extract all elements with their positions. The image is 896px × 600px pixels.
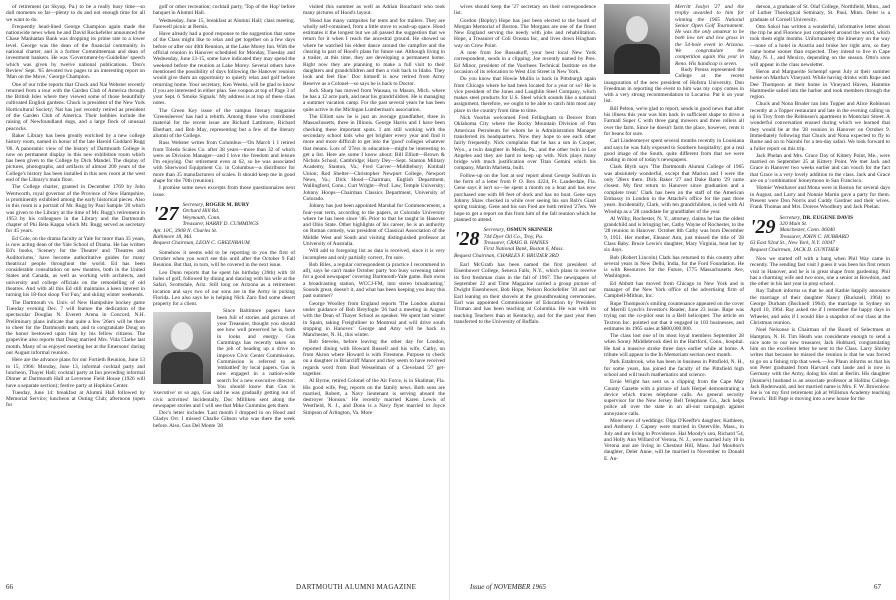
paragraph: The Green Key issue of the campus literary magazine 'Greensleeves' has had a rebirth. Among those who contributed material for the recent issue are Richard Lattimore, Richard Eberhart, and Bob May, representing but a few of the literary alumni of the College. — [153, 107, 295, 139]
class-year: '28 — [454, 228, 480, 251]
secretary-name: OSMUN SKINNER — [506, 227, 553, 234]
bequest-chairman: Bequest Chairman, LEON C. GREENBAUM — [153, 240, 250, 247]
paragraph: The Elliott saw he is just an average grandfather, three in Massachusetts, three in Illinois. George Harris and I have been checking these important spots. I am still working with the secondary school kids who get brighter every year and find it more and more difficult to get into the 'good' colleges whatever that means. Lots of '27ers in education—might be interesting to get a list. Here are some I know about: Bill Elliott—Brown & Nichols School, Cambridge; Harry Dey—Sept. Stanton Military Academy, Stanton, Va.; Fred Carver—Middlebury; Kimball Union; Rod Shelter—Christopher Newport College, Newport News, Va.; Dick Hood—Chairman, English Department, Wallingford, Conn.; Curt Wright—Prof. Law, Temple University; Johnny Hoops—Chairman Classics Department, University of Colorado. — [303, 114, 445, 202]
paragraph: Bob Biles, a regular correspondent (a practice I recommend to all), says he can't make October party 'too busy screening talent for a good newspaper' covering Dartmouth-Yale game. Bob owns a broadcasting station, WCCJ-FM, into stereo broadcasting.' Sounds great, doesn't it, and what has been keeping you busy this past summer? — [303, 261, 445, 300]
bequest-chairman: Bequest Chairman, CHARLES F. BRUDER 3RD — [454, 252, 559, 259]
paragraph: Ed Abbott has moved from Chicago to New York and is manager of the New York office of the advertising firm of Campbell-Mithun, Inc. — [604, 280, 744, 300]
paragraph: golf or other recreation; cocktail party, 'Top of the Hop' before banquet in Alumni Hall. — [153, 4, 295, 17]
treasurer-line: Treasurer, CRAIG B. HAINES — [483, 239, 549, 246]
paragraph: Ed Cole, on the drama faculty at Yale for more than 35 years, is now acting dean of the Yale School of Drama. He has written Ed's books, 'Scenery for the Theatre' and 'Theatres and Auditoriums,' have become authoritative guides for many theatrical people throughout the world. Ed has been considerable consultation on new theatres, both in the United States and Canada, as well as working with architects, and university and college officials on the remodelling of old theatres. And with all this Ed still maintains a keen interest in turning his 18-foot sloop 'For Fun,' and skiing winter weekends. — [6, 235, 145, 299]
secretary-name: ROGER M. BURY — [205, 201, 250, 208]
paragraph: Bill Pelton, we're glad to report, sends in good news that after his illness this year was him back in sufficient shape to drive a Farmall Super C with three gang mowers and three rollers all over the farm. Since he doesn't farm the place, however, rents it for beans for sure. — [604, 105, 744, 137]
paragraph: One of our tribe reports that Chuck and Nat Webster recently returned from a tour with the Garden Club of America through the British Isles where they viewed some of those beautifully cultivated English gardens. Chuck is president of the New York Horticultural Society; Nat has just recently retired as president of the Garden Club of America. Their hobbies include the raising of Newfoundland dogs, and a large flock of unusual peacocks. — [6, 81, 145, 132]
paragraph: Rupe Thompson's smiling countenance appeared on the cover of Merrill Lynch's Investor's Reader, June 23 issue. Rupe was trying out the co-pilot seat in a Bell helicopter. The article on Textron Inc. pointed out that it engaged in 103 businesses, and estimates its 1965 sales at $800,000,000. — [604, 300, 744, 332]
paragraph: Since Baltimore papers have been full of stories and pictures of your Treasurer, thought you should see how well preserved he is, both in looks and energy. Gus Cummings has recently taken on the job of heading up a drive to improve Civic Center Commission. Commission is referred to as 'embattled' by local papers. Gus is now engaged in a nation-wide search for a new executive director. You should know that Gus is 'executive' or so ago, Gus said he was gradually getting out of civic activities! Incidentally, Doc Milliken sent along the newspaper stories and I will see that Mike Cummins gets them. — [153, 308, 295, 409]
paragraph: Do you know that Howie Mullin is back in Pittsburgh again from Chicago where he had been located for a year or so? He is vice president of the Jones and Laughlin Steel Company, which makes steel products for U.S. Steel which sounds like a national assignment, therefore, we ought to be able to catch him most any place in the country from time to time. — [454, 76, 596, 114]
paragraph: Frequently head-lined George Champion again made the nationwide news when he and David Rockefeller announced the Chase Manhattan Bank was dropping its prime rate to a lower level. George was the dean of the financial community in national charter, and is a former Committeeman and dean of investment bankers. He was 'Government-by-Guideline' speech which was given by twelve national publications. 'Don's Review' Sept. '65 devoted two pages to an interesting report on 'Man on the Move,' George Champion. — [6, 23, 145, 81]
paragraph: Jack Phelan and Mrs. Grace Day of Kittery Point, Me., were married on September 25 at Kittery Point. We met Jack and Grace in Hanover two weeks earlier and can vouch for the fact that Grace is a very lovely addition to the class. Jack and Grace are on a 'combination' honeymoon in San Francisco. — [750, 152, 890, 185]
secretary-address: 744 Dyer Oil Co., Troy, Pa. — [483, 233, 544, 240]
paragraph: Somehow it seems odd to be reporting to you the first of October when you won't see this until after the October 9 Fall Reunion. But that, in turn, will be covered in the next issue. — [153, 249, 295, 269]
paragraph: Park Estabrook, who has been in business in Pittsfield, N. H., for some years, has joined the faculty of the Pittsfield high school and will teach mathematics and science. — [604, 359, 744, 378]
paragraph: of retirement (at Skyop, Pa.) to be a really busy time—so dull moments so far—plenty to do and not enough time for all we want to do. — [6, 4, 145, 23]
paragraph: Tuesday, June 14: breakfast at Alumni Hall followed by Memorial Service; luncheon at Outing Club; afternoon (open for — [6, 389, 145, 409]
paragraph: Nick Voorhis welcomed Fred Fellingham to Denver from Oklahoma City where the Rocky Mountain Division of Pan American Petroleum for whom he is Administration Manager transferred its headquarters. Now they hope to see each other fairly frequently. Nick complains that he has a son in Cooper, Wyo., a twin daughter in Media, Pa., and the other twin in Los Angeles and they are hard to keep up with. Nick plays many bridge with much justification over Titan Gemini which his company, Martin Marietta, built. — [454, 115, 596, 172]
photo-face — [626, 16, 648, 42]
right-page-number: 67 — [874, 583, 881, 591]
paragraph: Wednesday, June 15, breakfast at Alumni Hall; class meeting. Farewell picnic at Bemis. — [153, 17, 295, 30]
paragraph: Earl McGrath has been named the first president of Eisenhower College, Seneca Falls, N.Y., which plans to receive its first freshman class in the fall of 1967. The newspapers of September 22 and Time Magazine carried a group picture of Dwight Eisenhower, Bob Hope, Nelson Rockefeller '30 and our Earl leaning on their shovels at the groundbreaking ceremonies. Earl was appointed Commissioner of Education by President Truman and has been teaching at Columbia. He was with its teaching Teachers than at Kentucky, and for the past year then transferred to the University of Buffalo. — [454, 262, 596, 325]
paragraph: Heron and Marguerite Schempf spent July at their summer home on Martha's Vineyard. While having drinks with Rupe and Dee Thompson at their home in Vineyard Haven, Hammie Hammeslie sailed into the harbor and took members through the region. — [750, 68, 890, 101]
paragraph: Noel Nelsonse is Chairman of the Board of Selectmen at Hampton, N. H. Tim Heath was considerate enough to send a nice note to our new treasurer, Jack Hubbard, congratulating him on the excellent letter he sent to the Class. Larry Shirley writes that because he missed the reunion is that he was forced to go on a fishing trip that week.—Jos Plaun informs us that his son Peter graduated from Harvard cum laude and is now in Germany with the Army, doing his stint at Berlin. His daughter (Jeanne's) husband is an associate professor at Hollins College. Jack Rodenwald, and her married name is Mrs. F. W. Brownlow. Joe is 'on my first retirement job at Williston Academy teaching French.' Bill Page is moving into a new house for the — [750, 327, 890, 403]
page-gutter — [449, 0, 450, 600]
paragraph: More news of weddings: Olga O'Keeffe's daughter, Kathleen, and Anthony J. Capsey were married in Osterville, Mass., in July and are living in Providence. Hal Moody's son, Richard '54, and Holly Ann Willard of Verona, N. J., were married July 10 in Verona and are living in Chestnut Hill, Mass. Jud Moulton's daughter, Deler Anne, will be married in November to Donald E. An- — [604, 418, 744, 462]
secretary-label: Secretary, — [182, 201, 205, 208]
paragraph: A note from Joe Russakoff, your best local New York correspondent, sends in a clipping. Joe recently named by Pres. Ed Minor, president of the Voorhees Technical Institute on the occasion of its relocation to West 41st Street in New York. — [454, 50, 596, 75]
secretary-name: DR. EUGENE DAVIS — [802, 214, 854, 221]
paragraph: Carl Lindenmeyer spent several months recently in Louisiana and says he was fully exposed to Southern hospitality; got a real good image of the South, quite different from that we were reading in most of today's newspapers. — [604, 138, 744, 164]
paragraph: Now we started off with a bang when Phil Way came in recently. The sending fast visit I guess it was been his first return visit in Hanover, and he is in great shape from gardening. Phil has a charming wife and two sons, one a senior at Bowdoin, and the other in his last year in prep school. — [750, 255, 890, 288]
secretary-address: 320 Main St. — [779, 220, 808, 227]
class-header-1929 — [750, 215, 890, 253]
treasurer-line: Treasurer, HARRY D. CUMMINGS — [182, 221, 259, 228]
column-3 — [303, 4, 445, 578]
paragraph: The College charter, granted in December 1769 by John Wentworth, royal governor of the Province of New Hampshire, is prominently exhibited among the early historical pieces. Also in this room is a portrait of Mr. Rugg by Paul Sample '20 which was given to the Library at the time of Mr. Rugg's retirement in 1953 by his colleagues in the Library and the Dartmouth chapter of Phi Beta Kappa which Mr. Rugg served as secretary for 45 years. — [6, 184, 145, 235]
magazine-title: DARTMOUTH ALUMNI MAGAZINE — [296, 583, 417, 591]
issue-date: Issue of NOVEMBER 1965 — [470, 583, 547, 591]
paragraph: Ray Talbott informs us that he and Kathie happily announce the marriage of their daughter Nancy (Bucknell, 1964) to George Durham (Bucknell 1964), the marriage in Sydney on April 10, 1964. Ray asked me if I remember the happy days in Wheeler, and asks if I would like a snapshot of our class at the Christmas reunion. — [750, 288, 890, 326]
secretary-city: Manchester, Conn. 06040 — [779, 227, 835, 234]
secretary-label: Secretary, — [483, 227, 506, 234]
paragraph: derson, a graduate of St. Olaf College, Northfield, Minn., and of Luther Theological Seminary, St. Paul, Minn. Deler is a graduate of Cornell University. — [750, 4, 890, 23]
treasurer-city: Baltimore 18, Md. — [153, 233, 193, 240]
paragraph: Baker Library has been greatly enriched by a new college history room, named in honor of the late Harold Goddard Rugg '06. A panoramic view of the history of Dartmouth College is now on permanent display in this new exhibition room which has been given to the College by Dick Mandel. The display of pictures, photographs, and artifacts of almost 200 years of the College's history has been installed in this new room at the west end of the Library's main floor. — [6, 132, 145, 184]
paragraph: Rudy Preuss represented the College at the recent inauguration of the new president of Hofstra University. Don Freedman in reporting the event to him was my copy comes in with a very strong recommendation to Locarno. Put it on your list. — [604, 66, 744, 105]
paragraph: Doc's letter includes 'Last month I dropped in on Hood and Gladys Orr. I missed Charlie Gibson who was there the week before. Also, Gus Del Monte '28 — [153, 410, 295, 429]
paragraph: Will add to foregoing list as data is received, since it is very incomplete and only partially correct, I'm sure. — [303, 248, 445, 261]
secretary-city: Weymouth, Conn. — [182, 214, 221, 221]
class-header-1927 — [153, 202, 295, 247]
paragraph: Follow-up on the 'lost at sea' report about George Sullivan in the form of a letter from P. O. Box 4224, Ft. Lauderdale, Fla. Gene says it isn't so—he spent a month on a boat and has now purchased one with 80 feet of dock and has no boat. Gene says Johnny Shaw checked in while over seeing his son Bob's Giant spring training. Gene and his son Fred are both retired '27ers. We hope to get a report on this from him of the fall reunion which he planned to attend. — [454, 172, 596, 223]
paragraph: The Dartmouth vs. Univ. of New Hampshire hockey game Tuesday evening Dec. 7 will feature the dedication of the spectacular Douglas N. Everett Arena in Concord, N.H. Preliminary plans indicate that quite a few '26ers will be there to cheer for the Dartmouth team, and to congratulate Doug on the honor bestowed upon him by his fellow citizens. The grapevine also reports that Doug married Mrs. Vida Clarke last month. Many of us enjoyed meeting her at the Emersons' during our August informal reunion. — [6, 299, 145, 357]
paragraph: Johnny has just been appointed Marshal for Commencement, a four-year term, according to the papers, at Colorado University where he has been since '46. Prior to that he taught in Hanover and Ohio State. Other highlights of his career, he is an authority on Roman comedy, was president of Classical Association of the Middle West and South and visiting distinguished professor at University of Australia. — [303, 203, 445, 247]
left-page-number: 66 — [6, 583, 13, 591]
paragraph: Al Byrne, retired Colonel of the Air Force, is in Shalimar, Fla. His good wife, Peg, reports on the family news. Both sons are married, Robert, a Navy lieutenant is serving aboard the destroyer 'Honson.' He recently married Karen Lewis of Westfield, N. J., and Donn is a Navy flyer married to Joyce Simpson of Arlington, Va. More — [303, 378, 445, 416]
trophy-photo — [604, 4, 670, 74]
paragraph: Here are the advance plans for our Fortieth Reunion, June 13 to 15, 1966: Monday, June 13, informal cocktail party and luncheon, Thayer Hall; cocktail party at Inn preceding informal Dinner at Dartmouth Hall at Leverone Field House (1926 will have a separate section); festive party at Hopkins Center. — [6, 357, 145, 389]
column-4 — [454, 4, 596, 578]
column-2 — [153, 4, 295, 578]
secretary-address: Orchard Hill Rd. — [182, 208, 220, 215]
paragraph: Chuck and Nona Bruder ran into Topper and Alice Robinson recently at a Topper restaurant and late in the evening calling us up in Troy from the Robinson's apartment in Montclair Street. A wonderful conversation ensued during which we learned that they would be at the '28 reunion in Hanover on October 9. Immediately following that Chuck and Nona expected to fly to Rome and on to Nairobi for a ten-day safari. We look forward to a fuller report on this trip. — [750, 101, 890, 152]
class-year: '29 — [750, 215, 776, 238]
paragraph: Al Wilby, Rochester, N. Y., attorney, claims he has the oldest grandchild and is bringing her, Cathy Wayne of Rochester, to the '28 reunion in Hanover. October 8th Cathy was born December 9, 1951. Her mother, Eleanor Ann, just missed the title of '28 Class Baby. Bruce Lewis's daughter, Mary Virginia, beat her by six days. — [604, 215, 744, 254]
column-6 — [750, 4, 890, 578]
paragraph: wives should keep the '27 secretary on their correspondence list. — [454, 4, 596, 17]
photo-face — [171, 322, 193, 350]
paragraph: visited this summer as well as Adrian Bouchard who took many pictures of Hood's layout. — [303, 4, 445, 17]
treasurer-address: 63 East 92nd St., New York, N.Y. 10047 — [750, 240, 835, 247]
treasurer-address: First National Bank, Boston 6, Mass. — [483, 246, 564, 253]
paragraph: Gordon (Bophy) Hope has just been elected to the board of Morgan Memorial of Boston. The Morgans are one of the finest New England serving the needy with jobs and rehabilitation. Hope, a Treasurer of Coli Oceana Inc, and lives down Hingham way on Crow Point. — [454, 17, 596, 49]
paragraph: Have already had a good response to the suggestion that some of the Class might like to relax and get together on a few days before or after our 40th Reunion, at the Lake Morey Inn. With the official reunion in Hanover scheduled for Monday, Tuesday and Wednesday, June 13-15, some have indicated they may spend the weekend before the reunion at Lake Morey. Several others have mentioned the possibility of days following the Hanover reunion would give them an opportunity to quietly relax and golf before returning home. Your secretary, Ken Weeks, will be glad to know if you are interested in either plan. See coupon at top of Page 3 of your Sept. 6 'Smoke Signals.' My address is at top of these class notes. — [153, 31, 295, 107]
photo-suit — [614, 44, 660, 74]
paragraph: Bob Stevens, before leaving the other day for London, reported dining with Howard Russell and his wife, Cathy, on from Akron where Howard is with Firestone. Purpose to check on a daughter in Briarcliff Manor and they seem to have received regards word from Bud Wesselman of a Cleveland '27 get-together. — [303, 339, 445, 377]
paragraph: George Woolley from England reports 'The London alumni under guidance of Bob Breyfogle '26 had a meeting in August with the Dean of Thayer School as speaker. We spent last winter in Spain, taking Freightliner to Montreal and will drive south stopping in Hanover.' George and Amy will be back in Manchester, N. H., this winter. — [303, 300, 445, 339]
paragraph: Clark Blyth says 'The Dartmouth Alumni College of 1965 was absolutely wonderful, except that Marion and I were the only '28ers there. Dick Baker '27 and Duke Barto '29 came closest. My first return to Hanover since graduation and a complete treat.' Clark has been on the staff of the American Embassy in London in the Attaché's office for the past three years. Incidentally, Clark, with ten grandchildren, is tied with Al Winship as a '28 candidate for grandfather of the year. — [604, 164, 744, 215]
paragraph: Otto Sokol has written a wonderful, informative letter about the trip he and Florence just completed around the world, which took them eight months. Unfortunately the itinerary on the way—none of a hotel in Austria and broke her right arm, so they came home sooner than expected. They intend to live in Cape May, N. J., and Mexico, depending on the season. Otto's sons will appear in the class newsletter. — [750, 23, 890, 68]
paragraph: Jock Sharp has moved from Wausau, to Mason, Mich. where he has a 12 acre park, and near his grandchildren. He is managing a summer vacation camp. For the past several years he has been quite active in the Michigan Lumberman's association. — [303, 87, 445, 113]
paragraph: Bob (Robert Lincoln) Clark has returned to this country after several years in New Delhi, India, for the Ford Foundation. He is with Resources for the Future, 1775 Massachusetts Ave, Washington. — [604, 254, 744, 280]
portrait-photo — [153, 312, 211, 384]
treasurer-line: Treasurer, JOHN C. HUBBARD — [779, 233, 849, 240]
class-year: '27 — [153, 202, 179, 225]
paragraph: The class lost one of its most loyal members September 28 when Sonny Middlebrook died in the Hartford, Conn., hospital. He had a massive stroke three days earlier while at home. A tribute will appear in the In Memoriam section next month. — [604, 333, 744, 359]
paragraph: 'Homie' Westhaver and Mona were in Boston for several days in August, and Larry and Nonnie Martin gave a party for them. Present were Don Norris and Cuddy Gardner and their wives. Frank Thomas and Mrs. Doreos Woodbury and Jack Phelan. — [750, 185, 890, 211]
class-header-1928 — [454, 227, 596, 259]
paragraph: 'Hood has many campsites for tents and for trailers. They are wholly self-contained, from a little stove to wash-up space. Hood estimates it the longest but we all passed the suggestion that we return for it when I reach the ancestral ground. He showed us where he watched his eldest dance around the campfire and the clearing in part of Hood's plans for future use. Although living in a trailer, at this time, they are developing a permanent home. Right now they are planning to make a full visit to their daughters and grandchildren and then a visit back to Idaho. They look and feel fine.' Doc himself is now retired from Army Reserve as a Colonel—so says he is back to Doctor. — [303, 17, 445, 87]
column-5 — [604, 4, 744, 578]
photo-caption: Merritt Joslyn '27 and the trophy awarded to him for winning the 1965 National Senior Open Golf Tournament. He was the only amateur to be both low net and low gross in the 54-hole event in Arizona. We congratulate the competition again this year in Reno. His handicap is seven. — [675, 4, 744, 67]
column-1 — [6, 4, 145, 578]
bequest-chairman: Bequest Chairman, JACK D. GUNTHER — [750, 246, 839, 253]
paragraph: I promise some news excerpts from those questionnaires next issue. — [153, 185, 295, 198]
paragraph: Leo Dunn reports that he spent his birthday (39th) with 18 holes of golf, followed by dining and dancing with his wife at the Safari, Scottsdale, Ariz. Still long on Arizona as a retirement location and says two of our sons are in the Army in picking Florida. Leo also says he is helping Nick Zaro find some desert property for a client. — [153, 269, 295, 308]
treasurer-address: Apt. 10C, 3908 N. Charles St. — [153, 227, 218, 234]
paragraph: Ernie Wright has sent us a clipping from the Cape May County Gazette with a picture of Jack Herpel demonstrating a device which traces telephone calls. As general security supervisor for the New Jersey Bell Telephone Co., Jack helps police all over the state in an all-out campaign against annoyance calls. — [604, 379, 744, 417]
secretary-label: Secretary, — [779, 214, 802, 221]
paragraph: Russ Webster writes from Columbus—'On March 1 I retired from Toledo Scales Co. after 38 years—more than 32 of which were as Division Manager—and I love the freedom and leisure I'm enjoying. Our retirement even at 62, so he was associated with Sherwood Equipment Co. in Columbus—a distributor for more than 35 manufacturers of scales. It should keep me in good shape for the 70th (reunion). — [153, 140, 295, 185]
photo-suit — [161, 352, 203, 384]
